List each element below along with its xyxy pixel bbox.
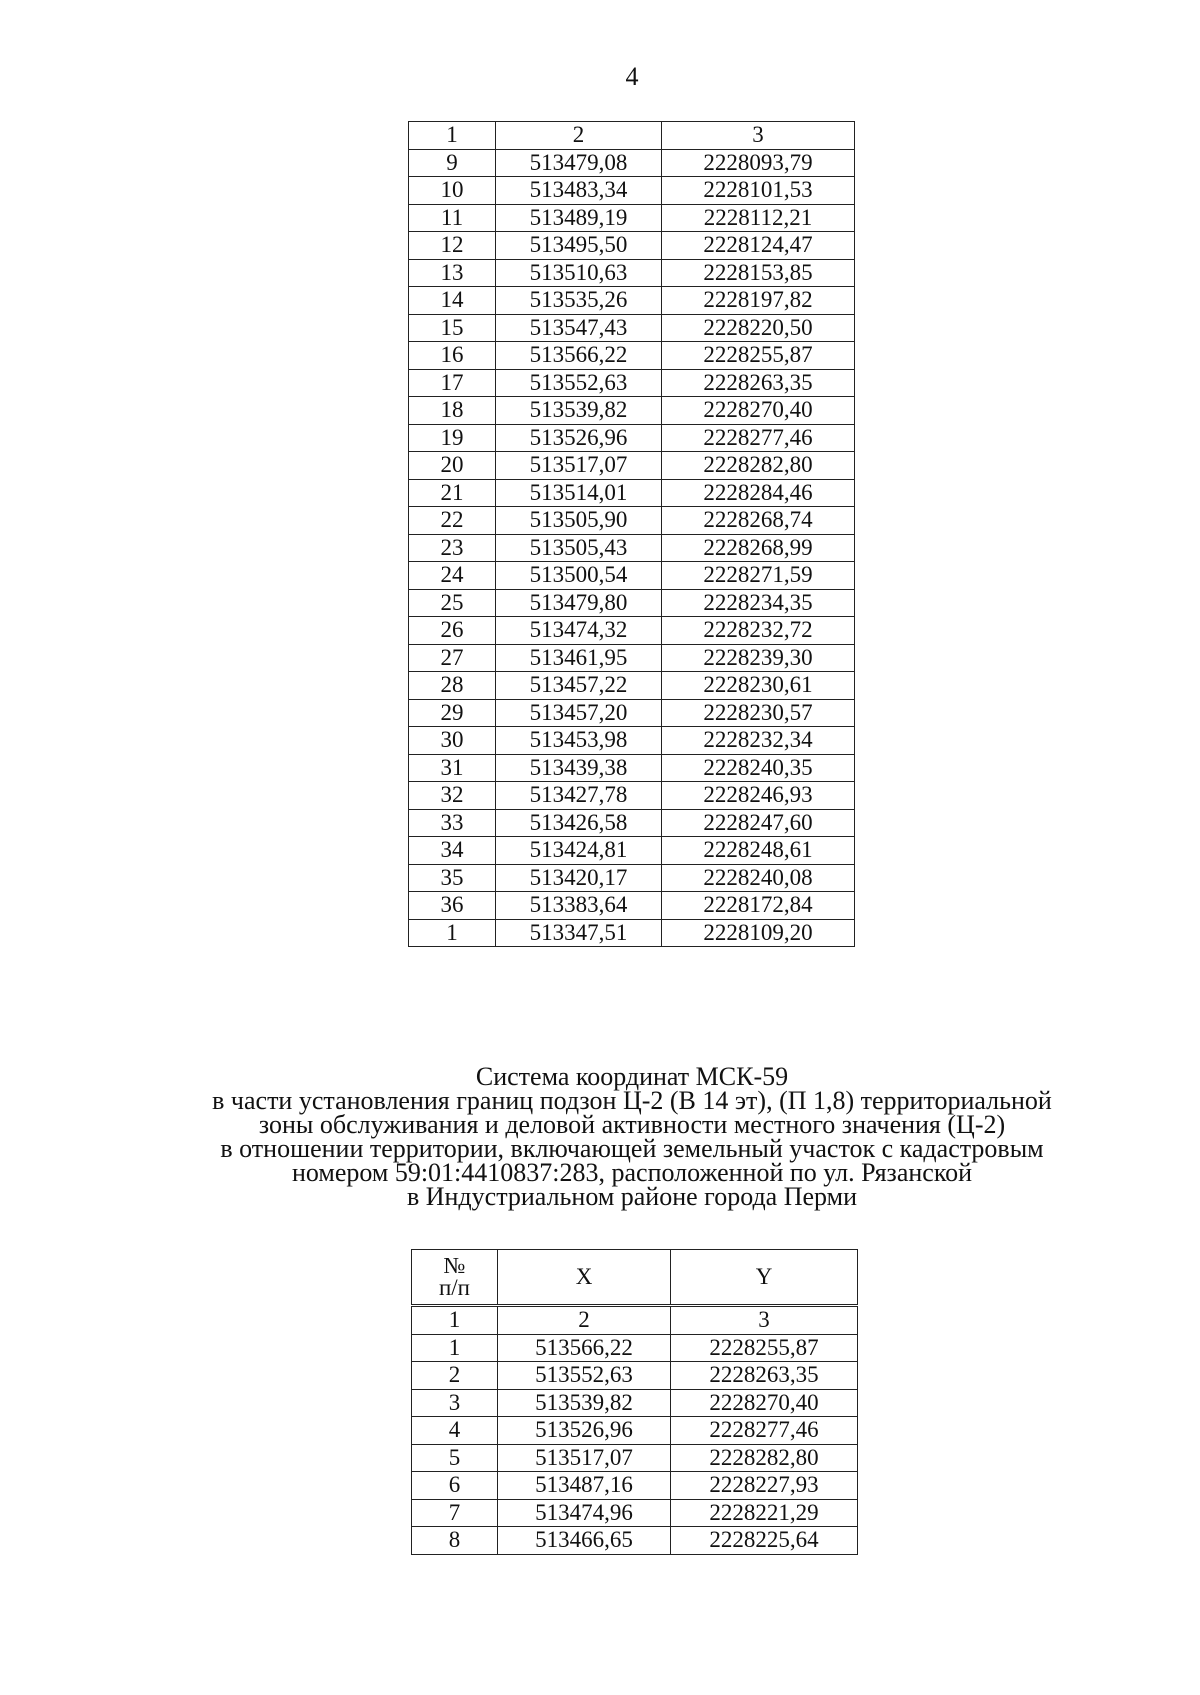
table-row bbox=[409, 507, 855, 535]
y-coordinate-cell: 2228197,82 bbox=[662, 287, 855, 315]
point-number-cell: 13 bbox=[409, 259, 496, 287]
point-number-cell: 12 bbox=[409, 232, 496, 260]
point-number-cell: 6 bbox=[412, 1472, 498, 1500]
column-number-row bbox=[412, 1306, 858, 1335]
table-row bbox=[409, 754, 855, 782]
x-coordinate-cell: 513552,63 bbox=[496, 369, 662, 397]
table-row bbox=[412, 1527, 858, 1555]
heading-line: в части установления границ подзон Ц-2 (В 14 эт), (П 1,8) территориальной bbox=[212, 1086, 1052, 1115]
y-coordinate-cell: 2228230,61 bbox=[662, 672, 855, 700]
x-coordinate-cell: 513517,07 bbox=[498, 1444, 671, 1472]
x-coordinate-cell: 513495,50 bbox=[496, 232, 662, 260]
y-coordinate-cell: 2228239,30 bbox=[662, 644, 855, 672]
y-coordinate-cell: 2228240,35 bbox=[662, 754, 855, 782]
y-coordinate-cell: 2228247,60 bbox=[662, 809, 855, 837]
table-row bbox=[409, 204, 855, 232]
x-coordinate-cell: 513526,96 bbox=[498, 1417, 671, 1445]
x-coordinate-cell: 513439,38 bbox=[496, 754, 662, 782]
table-row bbox=[409, 837, 855, 865]
point-number-cell: 33 bbox=[409, 809, 496, 837]
y-coordinate-cell: 2228234,35 bbox=[662, 589, 855, 617]
coordinates-table-continued-body bbox=[409, 122, 855, 947]
table-row bbox=[409, 452, 855, 480]
y-coordinate-cell: 2228109,20 bbox=[662, 919, 855, 947]
y-coordinate-cell: 2228124,47 bbox=[662, 232, 855, 260]
y-coordinate-cell: 2228225,64 bbox=[671, 1527, 858, 1555]
y-coordinate-cell: 2228221,29 bbox=[671, 1499, 858, 1527]
coordinates-table bbox=[411, 1249, 858, 1555]
point-number-cell: 27 bbox=[409, 644, 496, 672]
header-number-sign: № bbox=[443, 1253, 466, 1278]
x-coordinate-cell: 513539,82 bbox=[498, 1389, 671, 1417]
heading-line: номером 59:01:4410837:283, расположенной по ул. Рязанской bbox=[291, 1158, 973, 1187]
y-coordinate-cell: 2228277,46 bbox=[662, 424, 855, 452]
table-row bbox=[409, 782, 855, 810]
point-number-cell: 29 bbox=[409, 699, 496, 727]
heading-line: Система координат МСК-59 bbox=[475, 1062, 789, 1091]
x-coordinate-cell: 513383,64 bbox=[496, 892, 662, 920]
table-row bbox=[409, 644, 855, 672]
coordinates-table-body bbox=[412, 1250, 858, 1555]
table-row bbox=[409, 287, 855, 315]
y-coordinate-cell: 2228227,93 bbox=[671, 1472, 858, 1500]
table-row bbox=[409, 149, 855, 177]
table-row bbox=[409, 699, 855, 727]
column-number-cell: 1 bbox=[412, 1306, 498, 1335]
page-number: 4 bbox=[625, 62, 639, 91]
y-coordinate-cell: 2228112,21 bbox=[662, 204, 855, 232]
x-coordinate-cell: 513487,16 bbox=[498, 1472, 671, 1500]
point-number-cell: 23 bbox=[409, 534, 496, 562]
point-number-cell: 1 bbox=[409, 919, 496, 947]
x-coordinate-cell: 513466,65 bbox=[498, 1527, 671, 1555]
heading-line: в отношении территории, включающей земельный участок с кадастровым bbox=[220, 1134, 1044, 1163]
x-coordinate-cell: 513566,22 bbox=[498, 1334, 671, 1362]
table-row bbox=[409, 919, 855, 947]
point-number-cell: 4 bbox=[412, 1417, 498, 1445]
y-coordinate-cell: 2228220,50 bbox=[662, 314, 855, 342]
table-row bbox=[409, 314, 855, 342]
point-number-cell: 36 bbox=[409, 892, 496, 920]
point-number-cell: 8 bbox=[412, 1527, 498, 1555]
coordinate-system-heading bbox=[150, 1062, 1114, 1211]
x-coordinate-cell: 513347,51 bbox=[496, 919, 662, 947]
point-number-cell: 25 bbox=[409, 589, 496, 617]
x-coordinate-cell: 513474,96 bbox=[498, 1499, 671, 1527]
point-number-cell: 24 bbox=[409, 562, 496, 590]
point-number-cell: 10 bbox=[409, 177, 496, 205]
header-cell: 1 bbox=[409, 122, 496, 150]
column-number-cell: 3 bbox=[671, 1306, 858, 1335]
x-coordinate-cell: 513479,08 bbox=[496, 149, 662, 177]
point-number-cell: 18 bbox=[409, 397, 496, 425]
table-row bbox=[409, 589, 855, 617]
x-coordinate-cell: 513461,95 bbox=[496, 644, 662, 672]
point-number-cell: 7 bbox=[412, 1499, 498, 1527]
y-coordinate-cell: 2228255,87 bbox=[671, 1334, 858, 1362]
point-number-cell: 35 bbox=[409, 864, 496, 892]
point-number-cell: 5 bbox=[412, 1444, 498, 1472]
table-row bbox=[409, 259, 855, 287]
table-row bbox=[409, 397, 855, 425]
x-coordinate-cell: 513453,98 bbox=[496, 727, 662, 755]
y-coordinate-cell: 2228282,80 bbox=[671, 1444, 858, 1472]
table-row bbox=[409, 232, 855, 260]
table-row bbox=[409, 672, 855, 700]
table-row bbox=[412, 1444, 858, 1472]
y-coordinate-cell: 2228093,79 bbox=[662, 149, 855, 177]
x-coordinate-cell: 513539,82 bbox=[496, 397, 662, 425]
x-coordinate-cell: 513427,78 bbox=[496, 782, 662, 810]
table-row bbox=[412, 1417, 858, 1445]
table-row bbox=[409, 727, 855, 755]
point-number-cell: 16 bbox=[409, 342, 496, 370]
table-row bbox=[409, 892, 855, 920]
header-cell: 3 bbox=[662, 122, 855, 150]
y-coordinate-cell: 2228282,80 bbox=[662, 452, 855, 480]
heading-line: зоны обслуживания и деловой активности местного значения (Ц-2) bbox=[258, 1110, 1006, 1139]
x-coordinate-cell: 513510,63 bbox=[496, 259, 662, 287]
point-number-cell: 28 bbox=[409, 672, 496, 700]
table-row bbox=[412, 1499, 858, 1527]
x-coordinate-cell: 513457,22 bbox=[496, 672, 662, 700]
point-number-cell: 21 bbox=[409, 479, 496, 507]
header-cell-x: X bbox=[498, 1250, 671, 1306]
x-coordinate-cell: 513483,34 bbox=[496, 177, 662, 205]
y-coordinate-cell: 2228284,46 bbox=[662, 479, 855, 507]
table-row bbox=[412, 1472, 858, 1500]
table-row bbox=[409, 617, 855, 645]
y-coordinate-cell: 2228172,84 bbox=[662, 892, 855, 920]
point-number-cell: 26 bbox=[409, 617, 496, 645]
coordinates-table-continued bbox=[408, 121, 855, 947]
x-coordinate-cell: 513479,80 bbox=[496, 589, 662, 617]
table-row bbox=[409, 177, 855, 205]
table-row bbox=[412, 1389, 858, 1417]
point-number-cell: 19 bbox=[409, 424, 496, 452]
table-row bbox=[412, 1362, 858, 1390]
header-cell: 2 bbox=[496, 122, 662, 150]
y-coordinate-cell: 2228270,40 bbox=[671, 1389, 858, 1417]
table-row bbox=[409, 809, 855, 837]
x-coordinate-cell: 513500,54 bbox=[496, 562, 662, 590]
x-coordinate-cell: 513474,32 bbox=[496, 617, 662, 645]
x-coordinate-cell: 513505,90 bbox=[496, 507, 662, 535]
y-coordinate-cell: 2228268,74 bbox=[662, 507, 855, 535]
x-coordinate-cell: 513514,01 bbox=[496, 479, 662, 507]
table-row bbox=[409, 534, 855, 562]
point-number-cell: 17 bbox=[409, 369, 496, 397]
table-row bbox=[409, 424, 855, 452]
header-number-abbr: п/п bbox=[438, 1275, 470, 1300]
table-row bbox=[409, 479, 855, 507]
x-coordinate-cell: 513420,17 bbox=[496, 864, 662, 892]
point-number-cell: 3 bbox=[412, 1389, 498, 1417]
x-coordinate-cell: 513424,81 bbox=[496, 837, 662, 865]
x-coordinate-cell: 513457,20 bbox=[496, 699, 662, 727]
point-number-cell: 20 bbox=[409, 452, 496, 480]
y-coordinate-cell: 2228246,93 bbox=[662, 782, 855, 810]
y-coordinate-cell: 2228271,59 bbox=[662, 562, 855, 590]
point-number-cell: 14 bbox=[409, 287, 496, 315]
table-row bbox=[412, 1334, 858, 1362]
y-coordinate-cell: 2228240,08 bbox=[662, 864, 855, 892]
table-header-row bbox=[412, 1250, 858, 1306]
x-coordinate-cell: 513535,26 bbox=[496, 287, 662, 315]
y-coordinate-cell: 2228232,72 bbox=[662, 617, 855, 645]
y-coordinate-cell: 2228153,85 bbox=[662, 259, 855, 287]
x-coordinate-cell: 513566,22 bbox=[496, 342, 662, 370]
x-coordinate-cell: 513505,43 bbox=[496, 534, 662, 562]
y-coordinate-cell: 2228270,40 bbox=[662, 397, 855, 425]
table-row bbox=[409, 369, 855, 397]
table-row bbox=[409, 562, 855, 590]
heading-line: в Индустриальном районе города Перми bbox=[406, 1182, 858, 1211]
table-header-row bbox=[409, 122, 855, 150]
y-coordinate-cell: 2228230,57 bbox=[662, 699, 855, 727]
x-coordinate-cell: 513517,07 bbox=[496, 452, 662, 480]
y-coordinate-cell: 2228255,87 bbox=[662, 342, 855, 370]
y-coordinate-cell: 2228232,34 bbox=[662, 727, 855, 755]
point-number-cell: 30 bbox=[409, 727, 496, 755]
table-row bbox=[409, 864, 855, 892]
point-number-cell: 32 bbox=[409, 782, 496, 810]
point-number-cell: 11 bbox=[409, 204, 496, 232]
x-coordinate-cell: 513552,63 bbox=[498, 1362, 671, 1390]
point-number-cell: 15 bbox=[409, 314, 496, 342]
x-coordinate-cell: 513489,19 bbox=[496, 204, 662, 232]
point-number-cell: 22 bbox=[409, 507, 496, 535]
point-number-cell: 1 bbox=[412, 1334, 498, 1362]
point-number-cell: 9 bbox=[409, 149, 496, 177]
x-coordinate-cell: 513426,58 bbox=[496, 809, 662, 837]
point-number-cell: 34 bbox=[409, 837, 496, 865]
x-coordinate-cell: 513526,96 bbox=[496, 424, 662, 452]
point-number-cell: 2 bbox=[412, 1362, 498, 1390]
table-row bbox=[409, 342, 855, 370]
header-cell-y: Y bbox=[671, 1250, 858, 1306]
x-coordinate-cell: 513547,43 bbox=[496, 314, 662, 342]
y-coordinate-cell: 2228101,53 bbox=[662, 177, 855, 205]
y-coordinate-cell: 2228268,99 bbox=[662, 534, 855, 562]
y-coordinate-cell: 2228277,46 bbox=[671, 1417, 858, 1445]
point-number-cell: 31 bbox=[409, 754, 496, 782]
header-cell-number bbox=[412, 1250, 498, 1306]
column-number-cell: 2 bbox=[498, 1306, 671, 1335]
y-coordinate-cell: 2228248,61 bbox=[662, 837, 855, 865]
y-coordinate-cell: 2228263,35 bbox=[662, 369, 855, 397]
y-coordinate-cell: 2228263,35 bbox=[671, 1362, 858, 1390]
